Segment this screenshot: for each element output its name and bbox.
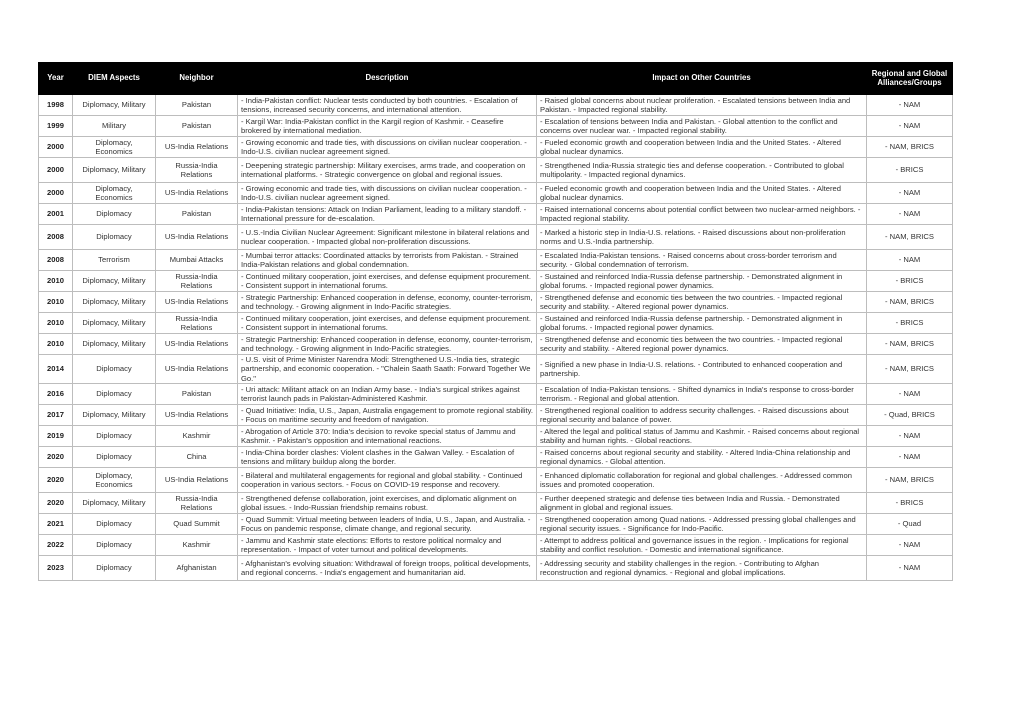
- cell-impact: [537, 556, 867, 581]
- cell-alliances-text: - NAM: [898, 452, 921, 462]
- cell-impact-text: - Strengthened defense and economic ties between the two countries. - Impacted regional security and stability. - Altered regional power dynamics.: [540, 292, 843, 311]
- cell-year: [39, 158, 73, 183]
- cell-description-text: - Growing economic and trade ties, with discussions on civilian nuclear cooperation. - Indo-U.S. civilian nuclear agreement signed.: [241, 183, 527, 202]
- cell-year-text: 2010: [47, 297, 64, 307]
- cell-year-text: 2008: [47, 255, 64, 265]
- cell-alliances-text: - NAM: [898, 188, 921, 198]
- cell-neighbor: [156, 447, 238, 468]
- table-row: [39, 292, 953, 313]
- cell-neighbor: [156, 271, 238, 292]
- cell-year: [39, 271, 73, 292]
- cell-alliances-text: - NAM: [898, 540, 921, 550]
- table-row: [39, 426, 953, 447]
- cell-description: [238, 225, 537, 250]
- cell-diem-aspects-text: Diplomacy, Military: [82, 498, 146, 508]
- cell-alliances-text: - NAM, BRICS: [885, 339, 934, 349]
- cell-impact: [537, 250, 867, 271]
- cell-diem-aspects-text: Diplomacy, Military: [82, 100, 146, 110]
- cell-description-text: - Quad Initiative: India, U.S., Japan, Australia engagement to promote regional stability. - Focus on maritime security and freedom of navigation.: [241, 405, 533, 424]
- cell-diem-aspects: [73, 493, 156, 514]
- cell-description-text: - U.S. visit of Prime Minister Narendra Modi: Strengthened U.S.-India ties, strategic partnership, and economic cooperation. - "Chalein Saath Saath: Forward Together We Go.": [241, 355, 531, 383]
- table-row: [39, 95, 953, 116]
- cell-impact: [537, 95, 867, 116]
- table-row: [39, 116, 953, 137]
- cell-neighbor: [156, 514, 238, 535]
- cell-year-text: 2000: [47, 165, 64, 175]
- cell-diem-aspects: [73, 292, 156, 313]
- table-row: [39, 271, 953, 292]
- cell-year-text: 2020: [47, 498, 64, 508]
- cell-diem-aspects: [73, 95, 156, 116]
- cell-diem-aspects-text: Diplomacy: [96, 389, 132, 399]
- cell-alliances: [867, 137, 953, 158]
- cell-impact: [537, 204, 867, 225]
- cell-diem-aspects-text: Terrorism: [98, 255, 130, 265]
- cell-description-text: - Bilateral and multilateral engagements for regional and global stability. - Continued cooperation in various sectors. - Focus on COVID-19 response and recovery.: [241, 470, 523, 489]
- table-row: [39, 514, 953, 535]
- cell-impact-text: - Marked a historic step in India-U.S. relations. - Raised discussions about non-proliferation norms and U.S.-India partnership.: [540, 227, 846, 246]
- header-description: Description: [238, 63, 537, 95]
- cell-diem-aspects: [73, 447, 156, 468]
- cell-impact-text: - Addressing security and stability challenges in the region. - Contributing to Afghan reconstruction and regional dynamics. - Regional and global implications.: [540, 558, 820, 577]
- cell-description-text: - Jammu and Kashmir state elections: Efforts to restore political normalcy and representation. - Impact of voter turnout and political developments.: [241, 535, 502, 554]
- cell-neighbor-text: Russia-India Relations: [175, 271, 218, 290]
- cell-description: [238, 271, 537, 292]
- cell-description-text: - Strengthened defense collaboration, joint exercises, and diplomatic alignment on global issues. - Indo-Russian friendship remains robust.: [241, 493, 517, 512]
- cell-neighbor: [156, 225, 238, 250]
- cell-description: [238, 204, 537, 225]
- cell-alliances-text: - NAM, BRICS: [885, 475, 934, 485]
- cell-neighbor-text: US-India Relations: [164, 339, 229, 349]
- cell-alliances: [867, 95, 953, 116]
- cell-year-text: 1998: [47, 100, 64, 110]
- cell-diem-aspects-text: Diplomacy, Military: [82, 297, 146, 307]
- cell-neighbor-text: Pakistan: [181, 121, 212, 131]
- table-row: [39, 250, 953, 271]
- cell-impact-text: - Raised global concerns about nuclear proliferation. - Escalated tensions between India and Pakistan. - Impacted regional stability.: [540, 95, 851, 114]
- cell-year: [39, 204, 73, 225]
- cell-year-text: 2001: [47, 209, 64, 219]
- cell-year: [39, 334, 73, 355]
- cell-alliances: [867, 204, 953, 225]
- cell-neighbor-text: Pakistan: [181, 209, 212, 219]
- cell-neighbor: [156, 556, 238, 581]
- cell-alliances: [867, 405, 953, 426]
- cell-neighbor-text: US-India Relations: [164, 232, 229, 242]
- table-row: [39, 447, 953, 468]
- cell-impact-text: - Raised concerns about regional security and stability. - Altered India-China relationship and regional dynamics. - Global attention.: [540, 447, 851, 466]
- cell-neighbor-text: Kashmir: [182, 540, 211, 550]
- cell-diem-aspects: [73, 334, 156, 355]
- cell-diem-aspects: [73, 355, 156, 384]
- cell-diem-aspects-text: Diplomacy, Economics: [95, 183, 133, 202]
- cell-year: [39, 493, 73, 514]
- cell-alliances-text: - NAM, BRICS: [885, 142, 934, 152]
- cell-alliances: [867, 468, 953, 493]
- cell-neighbor: [156, 313, 238, 334]
- cell-impact: [537, 493, 867, 514]
- cell-description: [238, 250, 537, 271]
- cell-alliances: [867, 271, 953, 292]
- cell-neighbor-text: US-India Relations: [164, 142, 229, 152]
- cell-impact-text: - Strengthened cooperation among Quad nations. - Addressed pressing global challenges and regional security issues. - Significance for Indo-Pacific.: [540, 514, 856, 533]
- cell-neighbor-text: Afghanistan: [176, 563, 217, 573]
- cell-diem-aspects: [73, 426, 156, 447]
- cell-impact-text: - Altered the legal and political status of Jammu and Kashmir. - Raised concerns about regional stability and human rights. - Global reactions.: [540, 426, 860, 445]
- cell-impact-text: - Escalation of India-Pakistan tensions. - Shifted dynamics in India's response to cross-border terrorism. - Regional and global attention.: [540, 384, 854, 403]
- cell-impact-text: - Escalated India-Pakistan tensions. - Raised concerns about cross-border terrorism and security. - Global condemnation of terrorism.: [540, 250, 837, 269]
- cell-diem-aspects: [73, 405, 156, 426]
- cell-description: [238, 183, 537, 204]
- cell-alliances: [867, 426, 953, 447]
- cell-diem-aspects: [73, 225, 156, 250]
- table-row: [39, 137, 953, 158]
- table-header-row: [39, 63, 953, 95]
- cell-description-text: - Growing economic and trade ties, with discussions on civilian nuclear cooperation. - Indo-U.S. civilian nuclear agreement signed.: [241, 137, 527, 156]
- cell-neighbor: [156, 204, 238, 225]
- cell-neighbor: [156, 250, 238, 271]
- cell-year: [39, 468, 73, 493]
- cell-impact: [537, 384, 867, 405]
- cell-alliances: [867, 447, 953, 468]
- cell-diem-aspects: [73, 535, 156, 556]
- cell-alliances-text: - NAM: [898, 100, 921, 110]
- cell-neighbor-text: Kashmir: [182, 431, 211, 441]
- cell-neighbor: [156, 355, 238, 384]
- cell-description: [238, 292, 537, 313]
- cell-diem-aspects-text: Diplomacy, Military: [82, 410, 146, 420]
- cell-diem-aspects-text: Diplomacy: [96, 431, 132, 441]
- cell-neighbor-text: Russia-India Relations: [175, 313, 218, 332]
- cell-alliances-text: - NAM: [898, 431, 921, 441]
- table-row: [39, 384, 953, 405]
- cell-diem-aspects-text: Diplomacy, Economics: [95, 470, 133, 489]
- cell-diem-aspects: [73, 468, 156, 493]
- cell-alliances-text: - NAM: [898, 563, 921, 573]
- cell-diem-aspects: [73, 250, 156, 271]
- cell-diem-aspects-text: Military: [101, 121, 127, 131]
- cell-year: [39, 355, 73, 384]
- cell-neighbor-text: US-India Relations: [164, 297, 229, 307]
- cell-alliances-text: - Quad: [897, 519, 922, 529]
- cell-year-text: 2000: [47, 142, 64, 152]
- cell-diem-aspects-text: Diplomacy: [96, 452, 132, 462]
- cell-diem-aspects: [73, 514, 156, 535]
- cell-impact-text: - Signified a new phase in India-U.S. relations. - Contributed to enhanced cooperation and partnership.: [540, 359, 843, 378]
- cell-year-text: 1999: [47, 121, 64, 131]
- cell-alliances-text: - Quad, BRICS: [884, 410, 935, 420]
- cell-impact: [537, 313, 867, 334]
- cell-alliances-text: - BRICS: [895, 276, 924, 286]
- cell-neighbor-text: China: [186, 452, 207, 462]
- cell-impact: [537, 405, 867, 426]
- cell-neighbor: [156, 137, 238, 158]
- cell-alliances: [867, 384, 953, 405]
- cell-alliances: [867, 250, 953, 271]
- cell-alliances-text: - NAM: [898, 209, 921, 219]
- cell-impact: [537, 116, 867, 137]
- cell-impact: [537, 271, 867, 292]
- cell-diem-aspects: [73, 384, 156, 405]
- cell-neighbor-text: US-India Relations: [164, 364, 229, 374]
- cell-neighbor-text: US-India Relations: [164, 410, 229, 420]
- cell-neighbor-text: Russia-India Relations: [175, 160, 218, 179]
- cell-alliances: [867, 116, 953, 137]
- cell-diem-aspects: [73, 271, 156, 292]
- table-row: [39, 405, 953, 426]
- cell-alliances: [867, 225, 953, 250]
- cell-impact: [537, 334, 867, 355]
- cell-description: [238, 95, 537, 116]
- cell-neighbor: [156, 384, 238, 405]
- cell-impact: [537, 468, 867, 493]
- cell-year: [39, 250, 73, 271]
- cell-description-text: - Strategic Partnership: Enhanced cooperation in defense, economy, counter-terrorism, and technology. - Growing alignment in Indo-Pacific strategies.: [241, 334, 533, 353]
- table-row: [39, 468, 953, 493]
- cell-description-text: - Mumbai terror attacks: Coordinated attacks by terrorists from Pakistan. - Strained India-Pakistan relations and global condemnation.: [241, 250, 519, 269]
- diem-table: [38, 62, 953, 581]
- cell-impact-text: - Further deepened strategic and defense ties between India and Russia. - Demonstrated alignment in global and regional issues.: [540, 493, 840, 512]
- cell-neighbor-text: Quad Summit: [173, 519, 220, 529]
- cell-diem-aspects: [73, 158, 156, 183]
- cell-alliances: [867, 292, 953, 313]
- table-row: [39, 225, 953, 250]
- cell-neighbor-text: US-India Relations: [164, 188, 229, 198]
- cell-diem-aspects: [73, 137, 156, 158]
- cell-description: [238, 137, 537, 158]
- cell-neighbor: [156, 493, 238, 514]
- cell-diem-aspects: [73, 183, 156, 204]
- cell-impact-text: - Fueled economic growth and cooperation between India and the United States. - Altered global nuclear dynamics.: [540, 137, 841, 156]
- cell-year-text: 2008: [47, 232, 64, 242]
- cell-alliances-text: - NAM, BRICS: [885, 232, 934, 242]
- cell-description-text: - Strategic Partnership: Enhanced cooperation in defense, economy, counter-terrorism, and technology. - Growing alignment in Indo-Pacific strategies.: [241, 292, 533, 311]
- cell-description: [238, 493, 537, 514]
- cell-diem-aspects-text: Diplomacy: [96, 364, 132, 374]
- cell-impact-text: - Attempt to address political and governance issues in the region. - Implications for regional stability and conflict resolution. - Domestic and international significance.: [540, 535, 849, 554]
- header-diem-aspects: DIEM Aspects: [73, 63, 156, 95]
- cell-impact-text: - Sustained and reinforced India-Russia defense partnership. - Demonstrated alignment in global forums. - Impacted regional power dynamics.: [540, 271, 843, 290]
- cell-alliances-text: - BRICS: [895, 318, 924, 328]
- cell-description: [238, 334, 537, 355]
- cell-description-text: - India-Pakistan conflict: Nuclear tests conducted by both countries. - Escalation of tensions, increased security concerns, and international attention.: [241, 95, 518, 114]
- cell-alliances-text: - NAM, BRICS: [885, 297, 934, 307]
- cell-impact: [537, 426, 867, 447]
- cell-neighbor: [156, 158, 238, 183]
- cell-alliances: [867, 514, 953, 535]
- cell-alliances-text: - NAM: [898, 389, 921, 399]
- cell-description: [238, 405, 537, 426]
- cell-impact-text: - Enhanced diplomatic collaboration for regional and global challenges. - Addressed common issues and promoted cooperation.: [540, 470, 852, 489]
- cell-year-text: 2016: [47, 389, 64, 399]
- cell-year: [39, 292, 73, 313]
- cell-description-text: - Deepening strategic partnership: Military exercises, arms trade, and cooperation on international platforms. - Strategic convergence on global and regional issues.: [241, 160, 526, 179]
- cell-diem-aspects: [73, 116, 156, 137]
- cell-impact-text: - Strengthened regional coalition to address security challenges. - Raised discussions about regional security and balance of power.: [540, 405, 849, 424]
- cell-impact: [537, 137, 867, 158]
- table-row: [39, 556, 953, 581]
- cell-impact: [537, 514, 867, 535]
- cell-impact: [537, 183, 867, 204]
- cell-impact: [537, 292, 867, 313]
- cell-description: [238, 426, 537, 447]
- cell-year: [39, 426, 73, 447]
- cell-year: [39, 514, 73, 535]
- cell-description: [238, 355, 537, 384]
- cell-description-text: - Continued military cooperation, joint exercises, and defense equipment procurement. - Consistent support in international forums.: [241, 313, 531, 332]
- cell-impact-text: - Fueled economic growth and cooperation between India and the United States. - Altered global nuclear dynamics.: [540, 183, 841, 202]
- cell-description: [238, 514, 537, 535]
- cell-description-text: - U.S.-India Civilian Nuclear Agreement: Significant milestone in bilateral relations and nuclear cooperation. - Impacted global non-proliferation discussions.: [241, 227, 530, 246]
- cell-diem-aspects-text: Diplomacy, Military: [82, 318, 146, 328]
- cell-year: [39, 556, 73, 581]
- cell-year-text: 2019: [47, 431, 64, 441]
- cell-alliances-text: - NAM: [898, 255, 921, 265]
- cell-alliances: [867, 493, 953, 514]
- cell-alliances: [867, 355, 953, 384]
- cell-neighbor-text: Pakistan: [181, 100, 212, 110]
- cell-diem-aspects-text: Diplomacy: [96, 563, 132, 573]
- table-row: [39, 355, 953, 384]
- cell-diem-aspects-text: Diplomacy, Military: [82, 276, 146, 286]
- table-body: [39, 95, 953, 581]
- cell-description: [238, 556, 537, 581]
- cell-neighbor: [156, 426, 238, 447]
- cell-year-text: 2020: [47, 452, 64, 462]
- cell-impact-text: - Escalation of tensions between India and Pakistan. - Global attention to the conflict and concerns over nuclear war. - Impacted regional stability.: [540, 116, 838, 135]
- cell-alliances-text: - BRICS: [895, 165, 924, 175]
- cell-alliances: [867, 183, 953, 204]
- cell-diem-aspects-text: Diplomacy, Military: [82, 339, 146, 349]
- cell-year-text: 2020: [47, 475, 64, 485]
- cell-impact: [537, 447, 867, 468]
- table-row: [39, 493, 953, 514]
- header-alliances: Regional and Global Alliances/Groups: [867, 63, 953, 95]
- cell-description: [238, 535, 537, 556]
- cell-year: [39, 384, 73, 405]
- cell-year: [39, 183, 73, 204]
- cell-alliances: [867, 556, 953, 581]
- cell-year: [39, 225, 73, 250]
- cell-neighbor: [156, 334, 238, 355]
- cell-diem-aspects-text: Diplomacy: [96, 519, 132, 529]
- cell-neighbor-text: US-India Relations: [164, 475, 229, 485]
- cell-diem-aspects-text: Diplomacy: [96, 540, 132, 550]
- cell-year: [39, 95, 73, 116]
- cell-year: [39, 405, 73, 426]
- cell-impact: [537, 225, 867, 250]
- cell-description-text: - Quad Summit: Virtual meeting between leaders of India, U.S., Japan, and Australia. - Focus on pandemic response, climate change, and regional security.: [241, 514, 531, 533]
- cell-year-text: 2014: [47, 364, 64, 374]
- cell-neighbor: [156, 292, 238, 313]
- cell-impact: [537, 535, 867, 556]
- cell-alliances: [867, 158, 953, 183]
- cell-neighbor: [156, 468, 238, 493]
- cell-year: [39, 313, 73, 334]
- table-row: [39, 334, 953, 355]
- cell-description: [238, 116, 537, 137]
- cell-alliances-text: - BRICS: [895, 498, 924, 508]
- table-row: [39, 204, 953, 225]
- cell-description: [238, 447, 537, 468]
- table-row: [39, 313, 953, 334]
- cell-year-text: 2010: [47, 276, 64, 286]
- cell-diem-aspects-text: Diplomacy: [96, 209, 132, 219]
- cell-year-text: 2010: [47, 318, 64, 328]
- cell-impact: [537, 355, 867, 384]
- cell-description: [238, 158, 537, 183]
- cell-alliances: [867, 313, 953, 334]
- cell-description: [238, 384, 537, 405]
- header-year: Year: [39, 63, 73, 95]
- cell-diem-aspects: [73, 313, 156, 334]
- cell-description-text: - Afghanistan's evolving situation: Withdrawal of foreign troops, political developments, and regional concerns. - India's engagement and humanitarian aid.: [241, 558, 531, 577]
- header-impact: Impact on Other Countries: [537, 63, 867, 95]
- cell-description: [238, 468, 537, 493]
- cell-description-text: - India-China border clashes: Violent clashes in the Galwan Valley. - Escalation of tensions and military buildup along the border.: [241, 447, 515, 466]
- cell-description-text: - Kargil War: India-Pakistan conflict in the Kargil region of Kashmir. - Ceasefire brokered by international mediation.: [241, 116, 504, 135]
- cell-neighbor: [156, 95, 238, 116]
- cell-year-text: 2023: [47, 563, 64, 573]
- cell-diem-aspects: [73, 556, 156, 581]
- cell-neighbor-text: Mumbai Attacks: [169, 255, 224, 265]
- cell-alliances-text: - NAM: [898, 121, 921, 131]
- cell-year-text: 2021: [47, 519, 64, 529]
- table-row: [39, 183, 953, 204]
- cell-year-text: 2017: [47, 410, 64, 420]
- cell-year: [39, 535, 73, 556]
- cell-alliances-text: - NAM, BRICS: [885, 364, 934, 374]
- cell-alliances: [867, 334, 953, 355]
- cell-description-text: - Abrogation of Article 370: India's decision to revoke special status of Jammu and Kashmir. - Pakistan's opposition and international reactions.: [241, 426, 516, 445]
- cell-year-text: 2022: [47, 540, 64, 550]
- cell-neighbor: [156, 405, 238, 426]
- cell-year-text: 2000: [47, 188, 64, 198]
- cell-description-text: - Continued military cooperation, joint exercises, and defense equipment procurement. - Consistent support in international forums.: [241, 271, 531, 290]
- cell-description-text: - Uri attack: Militant attack on an Indian Army base. - India's surgical strikes against terrorist launch pads in Pakistan-Administered Kashmir.: [241, 384, 520, 403]
- cell-year: [39, 447, 73, 468]
- cell-diem-aspects: [73, 204, 156, 225]
- table-row: [39, 158, 953, 183]
- cell-year: [39, 116, 73, 137]
- cell-neighbor-text: Russia-India Relations: [175, 493, 218, 512]
- cell-impact-text: - Sustained and reinforced India-Russia defense partnership. - Demonstrated alignment in global forums. - Impacted regional power dynamics.: [540, 313, 843, 332]
- header-neighbor: Neighbor: [156, 63, 238, 95]
- cell-neighbor-text: Pakistan: [181, 389, 212, 399]
- cell-neighbor: [156, 535, 238, 556]
- cell-impact-text: - Strengthened India-Russia strategic ties and defense cooperation. - Contributed to global multipolarity. - Impacted regional dynamics.: [540, 160, 844, 179]
- cell-description: [238, 313, 537, 334]
- table-row: [39, 535, 953, 556]
- cell-impact-text: - Raised international concerns about potential conflict between two nuclear-armed neighbors. - Impacted regional stability.: [540, 204, 861, 223]
- cell-description-text: - India-Pakistan tensions: Attack on Indian Parliament, leading to a military standoff. - International pressure for de-escalation.: [241, 204, 527, 223]
- cell-year: [39, 137, 73, 158]
- cell-neighbor: [156, 183, 238, 204]
- cell-diem-aspects-text: Diplomacy, Economics: [95, 137, 133, 156]
- cell-diem-aspects-text: Diplomacy, Military: [82, 165, 146, 175]
- cell-impact: [537, 158, 867, 183]
- cell-alliances: [867, 535, 953, 556]
- cell-year-text: 2010: [47, 339, 64, 349]
- cell-diem-aspects-text: Diplomacy: [96, 232, 132, 242]
- cell-neighbor: [156, 116, 238, 137]
- cell-impact-text: - Strengthened defense and economic ties between the two countries. - Impacted regional security and stability. - Altered regional power dynamics.: [540, 334, 843, 353]
